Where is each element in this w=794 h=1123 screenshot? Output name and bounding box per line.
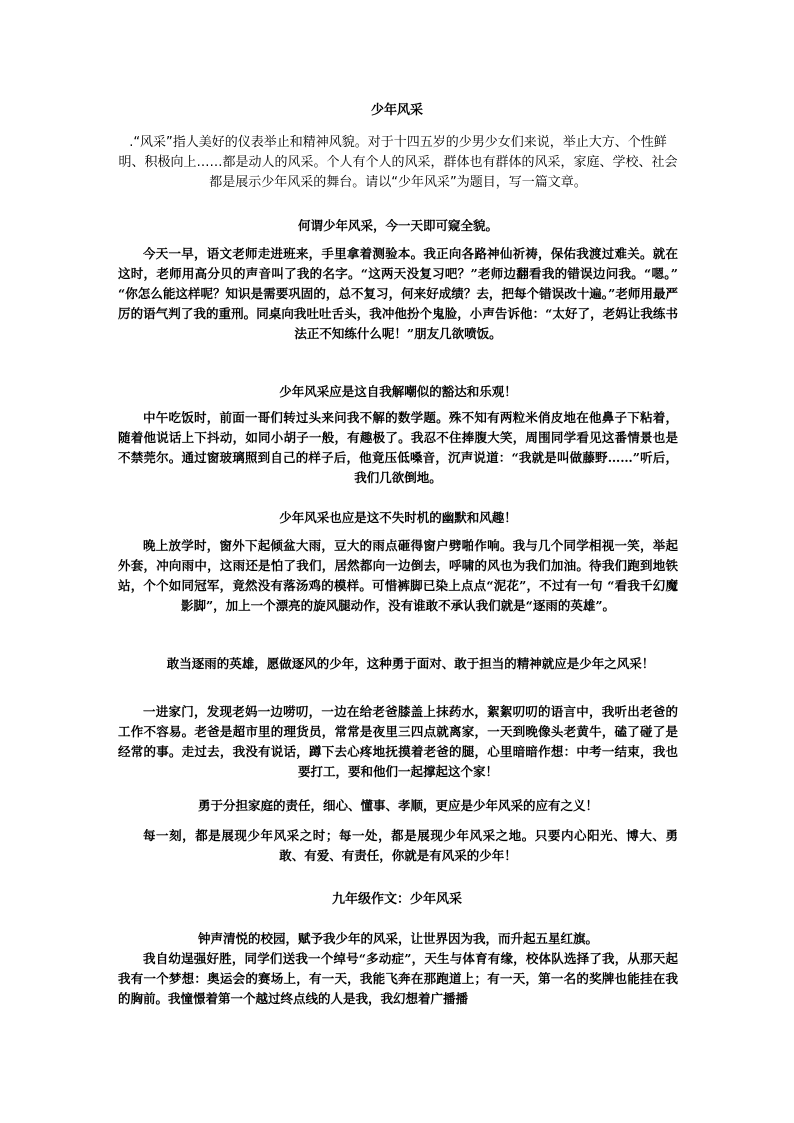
essay1-heading-5: 勇于分担家庭的责任，细心、懂事、孝顺，更应是少年风采的应有之义！ bbox=[197, 798, 598, 813]
essay1-heading-3: 少年风采也应是这不失时机的幽默和风趣！ bbox=[279, 510, 517, 525]
essay-prompt: .“风采”指人美好的仪表举止和精神风貌。对于十四五岁的少男少女们来说，举止大方、个性鲜明、积极向上……都是动人的风采。个人有个人的风采，群体也有群体的风采，家庭、学校、社会都是展示少年风采的舞台。请以“少年风采”为题目，写一篇文章。 bbox=[118, 135, 678, 190]
essay2-paragraph-1: 我自幼逞强好胜，同学们送我一个绰号“多动症”，天生与体育有缘，校体队选择了我，从那天起我有一个梦想：奥运会的赛场上，有一天，我能飞奔在那跑道上；有一天，第一名的奖牌也能挂在我的胸前。我憧憬着第一个越过终点线的人是我，我幻想着广播播 bbox=[118, 951, 678, 1006]
essay1-title: 少年风采 bbox=[370, 103, 423, 118]
essay1-heading-2: 少年风采应是这自我解嘲似的豁达和乐观！ bbox=[279, 384, 517, 399]
essay1-paragraph-3: 晚上放学时，窗外下起倾盆大雨，豆大的雨点砸得窗户劈啪作响。我与几个同学相视一笑，举起外套，冲向雨中，这雨还是怕了我们，居然都向一边倒去，呼啸的风也为我们加油。待我们跑到地铁站，个个如同冠军，竟然没有落汤鸡的模样。可惜裤脚已染上点点“泥花”，不过有一句 “看我千幻魔影脚”，加上一个漂亮的旋风腿动作，没有谁敢不承认我们就是“逐雨的英雄”。 bbox=[118, 538, 678, 613]
essay1-paragraph-2: 中午吃饭时，前面一哥们转过头来问我不解的数学题。殊不知有两粒米俏皮地在他鼻子下粘着，随着他说话上下抖动，如同小胡子一般，有趣极了。我忍不住捧腹大笑，周围同学看见这番情景也是不禁莞尔。通过窗玻璃照到自己的样子后，他竟压低嗓音，沉声说道：“我就是叫做藤野……”听后，我们几欲倒地。 bbox=[118, 410, 678, 485]
essay1-heading-4: 敢当逐雨的英雄，愿做逐风的少年，这种勇于面对、敢于担当的精神就应是少年之风采！ bbox=[166, 656, 655, 671]
essay1-closing: 每一刻，都是展现少年风采之时；每一处，都是展现少年风采之地。只要内心阳光、博大、勇敢、有爱、有责任，你就是有风采的少年！ bbox=[143, 828, 678, 863]
essay1-paragraph-4: 一进家门，发现老妈一边唠叨，一边在给老爸膝盖上抹药水，絮絮叨叨的语言中，我听出老爸的工作不容易。老爸是超市里的理货员，常常是夜里三四点就离家，一天到晚像头老黄牛，磕了碰了是经常的事。走过去，我没有说话，蹲下去心疼地抚摸着老爸的腿，心里暗暗作想：中考一结束，我也要打工，要和他们一起撑起这个家！ bbox=[118, 704, 678, 779]
essay2-title: 九年级作文：少年风采 bbox=[331, 892, 462, 907]
essay1-opening: 何谓少年风采，今一天即可窥全貌。 bbox=[297, 218, 498, 233]
essay2-opening: 钟声清悦的校园，赋予我少年的风采，让世界因为我，而升起五星红旗。 bbox=[197, 931, 598, 946]
essay1-paragraph-1: 今天一早，语文老师走进班来，手里拿着测验本。我正向各路神仙祈祷，保佑我渡过难关。就在这时，老师用高分贝的声音叫了我的名字。“这两天没复习吧？”老师边翻看我的错误边问我。“嗯。” “你怎么能这样呢？知识是需要巩固的，总不复习，何来好成绩？去，把每个错误改十遍。”老师用最严厉的语气判了我的重刑。同桌向我吐吐舌头，我冲他扮个鬼脸，小声告诉他：“太好了，老妈让我练书法正不知练什么呢！”朋友几欲喷饭。 bbox=[118, 246, 678, 341]
